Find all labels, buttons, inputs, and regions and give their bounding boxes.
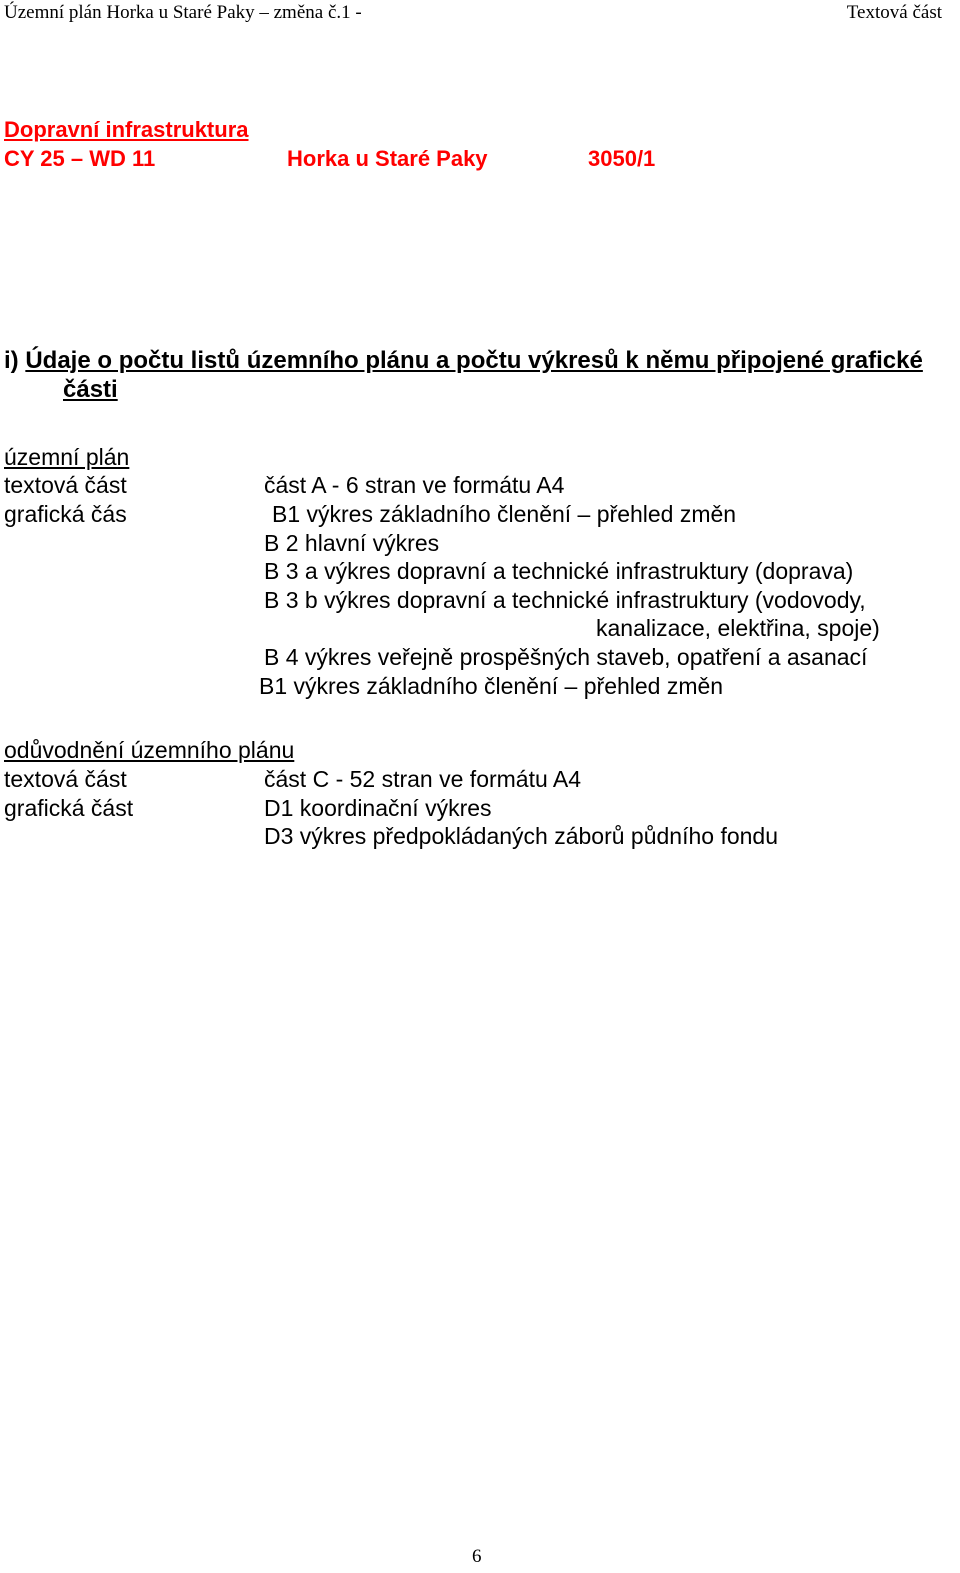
graphic-item: B1 výkres základního členění – přehled změn bbox=[272, 501, 737, 527]
graphic-item: kanalizace, elektřina, spoje) bbox=[596, 615, 880, 641]
infra-place: Horka u Staré Paky bbox=[287, 146, 488, 171]
infra-code: CY 25 – WD 11 bbox=[4, 146, 156, 171]
section-prefix: i) bbox=[4, 347, 19, 374]
oduvodneni-graphic-label: grafická část bbox=[4, 795, 134, 821]
uzemni-plan-graphic-label: grafická čás bbox=[4, 501, 127, 527]
graphic-item: B 4 výkres veřejně prospěšných staveb, opatření a asanací bbox=[264, 644, 868, 670]
graphic-item: B 3 b výkres dopravní a technické infrastruktury (vodovody, bbox=[264, 587, 866, 613]
oduvodneni-text-label: textová část bbox=[4, 766, 127, 792]
oduvodneni-text-value: část C - 52 stran ve formátu A4 bbox=[264, 766, 582, 792]
graphic-item: D3 výkres předpokládaných záborů půdního fondu bbox=[264, 823, 779, 849]
section-title-line1: Údaje o počtu listů územního plánu a počtu výkresů k němu připojené grafické bbox=[25, 347, 923, 374]
graphic-item: B 3 a výkres dopravní a technické infrastruktury (doprava) bbox=[264, 558, 854, 584]
section-heading bbox=[4, 347, 923, 375]
uzemni-plan-heading: územní plán bbox=[4, 444, 130, 470]
graphic-item: B 2 hlavní výkres bbox=[264, 530, 440, 556]
uzemni-plan-text-label: textová část bbox=[4, 472, 127, 498]
graphic-item: B1 výkres základního členění – přehled změn bbox=[259, 673, 724, 699]
section-title-line2: části bbox=[63, 376, 118, 403]
page-header-left: Územní plán Horka u Staré Paky – změna č.1 - bbox=[4, 2, 362, 23]
page-header-right: Textová část bbox=[846, 2, 942, 23]
graphic-item: D1 koordinační výkres bbox=[264, 795, 492, 821]
page-number: 6 bbox=[472, 1546, 482, 1567]
oduvodneni-heading: odůvodnění územního plánu bbox=[4, 737, 295, 763]
infra-parcel: 3050/1 bbox=[588, 146, 656, 171]
uzemni-plan-text-value: část A - 6 stran ve formátu A4 bbox=[264, 472, 565, 498]
infra-title: Dopravní infrastruktura bbox=[4, 117, 249, 142]
